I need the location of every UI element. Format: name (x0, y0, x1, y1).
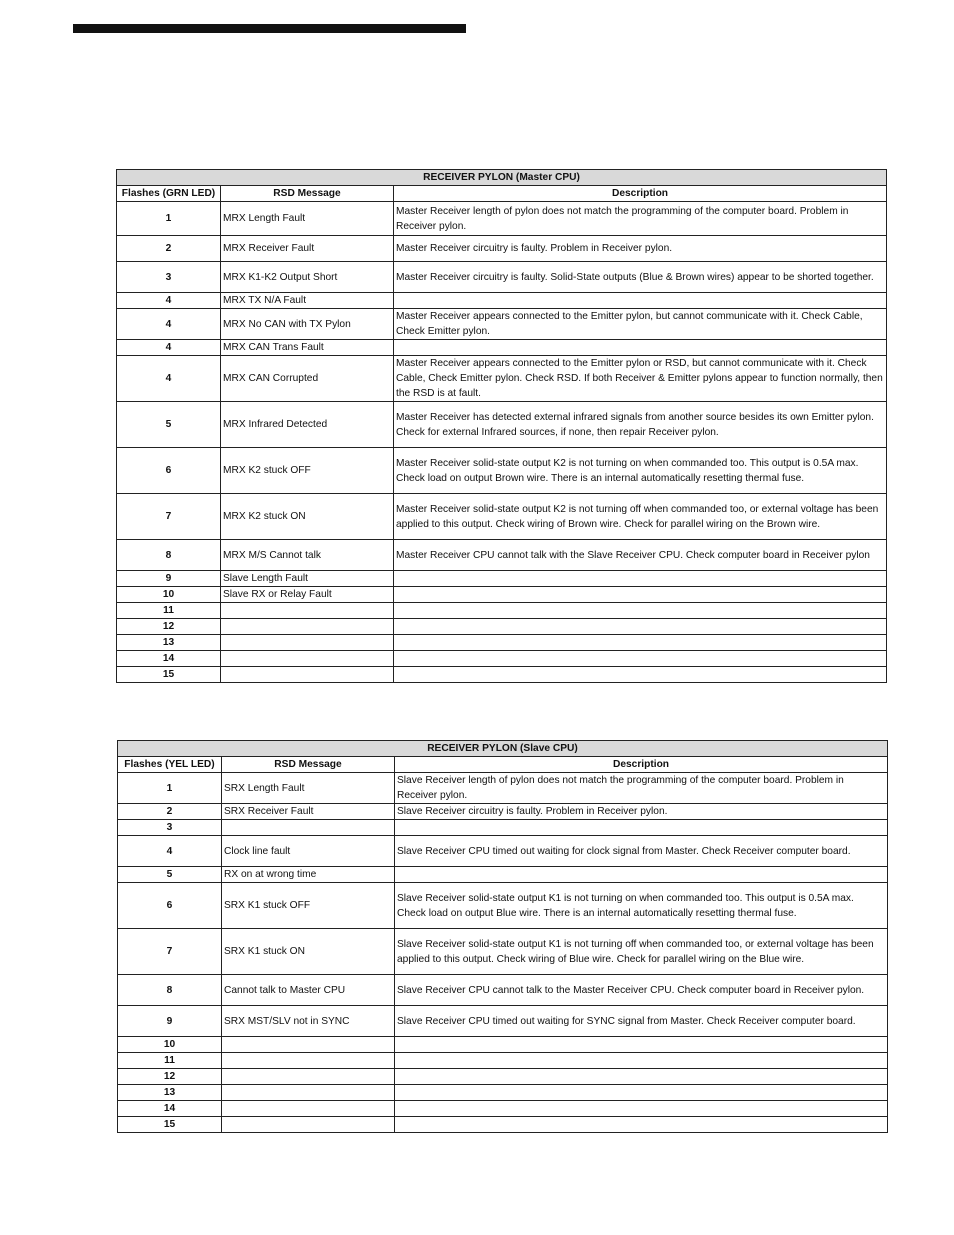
table-row (117, 402, 887, 448)
description-cell (394, 603, 887, 619)
table-row (118, 1053, 888, 1069)
rsd-message-cell: MRX Receiver Fault (221, 236, 394, 262)
description-cell (395, 820, 888, 836)
flashes-cell: 4 (117, 309, 221, 340)
rsd-message-cell: SRX Length Fault (222, 773, 395, 804)
flashes-cell: 5 (118, 867, 222, 883)
flashes-cell: 3 (118, 820, 222, 836)
flashes-cell: 11 (117, 603, 221, 619)
rsd-message-cell (222, 1117, 395, 1133)
description-cell (394, 340, 887, 356)
description-cell: Master Receiver solid-state output K2 is not turning off when commanded too, or external voltage has been applied to this output. Check wiring of Brown wire. Check for parallel wiring on the Brown wire. (394, 494, 887, 540)
table-row (118, 1069, 888, 1085)
flashes-cell: 15 (118, 1117, 222, 1133)
description-cell: Master Receiver circuitry is faulty. Problem in Receiver pylon. (394, 236, 887, 262)
rsd-message-cell: Clock line fault (222, 836, 395, 867)
table-row (117, 494, 887, 540)
rsd-message-cell: RX on at wrong time (222, 867, 395, 883)
rsd-message-cell: MRX K2 stuck ON (221, 494, 394, 540)
rsd-message-cell: MRX K2 stuck OFF (221, 448, 394, 494)
description-cell: Slave Receiver length of pylon does not match the programming of the computer board. Problem in Receiver pylon. (395, 773, 888, 804)
description-cell (394, 293, 887, 309)
table-title: RECEIVER PYLON (Master CPU) (117, 170, 887, 186)
rsd-message-cell: MRX No CAN with TX Pylon (221, 309, 394, 340)
flashes-cell: 14 (118, 1101, 222, 1117)
description-cell (394, 619, 887, 635)
rsd-message-cell: SRX MST/SLV not in SYNC (222, 1006, 395, 1037)
flashes-cell: 4 (117, 293, 221, 309)
description-cell (395, 1069, 888, 1085)
description-cell: Slave Receiver solid-state output K1 is not turning on when commanded too. This output is 0.5A max. Check load on output Blue wire. There is an internal automatically resetting thermal fuse. (395, 883, 888, 929)
table-row (118, 975, 888, 1006)
column-header-flashes: Flashes (YEL LED) (118, 757, 222, 773)
column-header-rsd-message: RSD Message (222, 757, 395, 773)
flashes-cell: 12 (118, 1069, 222, 1085)
flashes-cell: 3 (117, 262, 221, 293)
flashes-cell: 6 (117, 448, 221, 494)
column-header-rsd-message: RSD Message (221, 186, 394, 202)
rsd-message-cell (221, 635, 394, 651)
column-header-description: Description (395, 757, 888, 773)
flashes-cell: 8 (117, 540, 221, 571)
table-row (117, 651, 887, 667)
table-row (118, 804, 888, 820)
flashes-cell: 15 (117, 667, 221, 683)
flashes-cell: 6 (118, 883, 222, 929)
rsd-message-cell (221, 667, 394, 683)
description-cell (394, 571, 887, 587)
flashes-cell: 1 (118, 773, 222, 804)
table-row (117, 236, 887, 262)
flashes-cell: 12 (117, 619, 221, 635)
table-row (117, 293, 887, 309)
rsd-message-cell: Slave RX or Relay Fault (221, 587, 394, 603)
rsd-message-cell: MRX M/S Cannot talk (221, 540, 394, 571)
description-cell: Master Receiver solid-state output K2 is not turning on when commanded too. This output is 0.5A max. Check load on output Brown wire. There is an internal automatically resetting thermal fuse. (394, 448, 887, 494)
table-row (118, 929, 888, 975)
description-cell (395, 1037, 888, 1053)
rsd-message-cell (222, 820, 395, 836)
rsd-message-cell: MRX K1-K2 Output Short (221, 262, 394, 293)
table-row (117, 202, 887, 236)
rsd-message-cell (221, 619, 394, 635)
table-row (117, 340, 887, 356)
table-row (118, 1006, 888, 1037)
rsd-message-cell (221, 651, 394, 667)
rsd-message-cell (222, 1037, 395, 1053)
table-row (117, 448, 887, 494)
description-cell (394, 635, 887, 651)
rsd-message-cell: MRX TX N/A Fault (221, 293, 394, 309)
table-row (117, 587, 887, 603)
table-row (117, 571, 887, 587)
rsd-message-cell: MRX Infrared Detected (221, 402, 394, 448)
master-cpu-table (116, 169, 887, 683)
rsd-message-cell: SRX K1 stuck OFF (222, 883, 395, 929)
flashes-cell: 13 (118, 1085, 222, 1101)
description-cell (395, 1101, 888, 1117)
description-cell: Master Receiver has detected external infrared signals from another source besides its own Emitter pylon. Check for external Infrared sources, if none, then repair Receiver pylon. (394, 402, 887, 448)
flashes-cell: 5 (117, 402, 221, 448)
description-cell (394, 651, 887, 667)
table-row (118, 836, 888, 867)
table-title: RECEIVER PYLON (Slave CPU) (118, 741, 888, 757)
description-cell (395, 1053, 888, 1069)
rsd-message-cell: MRX CAN Corrupted (221, 356, 394, 402)
rsd-message-cell (222, 1085, 395, 1101)
table-row (118, 1101, 888, 1117)
flashes-cell: 11 (118, 1053, 222, 1069)
table-row (117, 309, 887, 340)
description-cell: Slave Receiver solid-state output K1 is not turning off when commanded too, or external voltage has been applied to this output. Check wiring of Blue wire. Check for parallel wiring on the Blue wire. (395, 929, 888, 975)
flashes-cell: 8 (118, 975, 222, 1006)
flashes-cell: 1 (117, 202, 221, 236)
rsd-message-cell: MRX Length Fault (221, 202, 394, 236)
rsd-message-cell: SRX K1 stuck ON (222, 929, 395, 975)
rsd-message-cell: SRX Receiver Fault (222, 804, 395, 820)
flashes-cell: 4 (117, 356, 221, 402)
flashes-cell: 7 (117, 494, 221, 540)
rsd-message-cell (221, 603, 394, 619)
description-cell: Master Receiver appears connected to the Emitter pylon or RSD, but cannot communicate with it. Check Cable, Check Emitter pylon. Check RSD. If both Receiver & Emitter pylons appear to function normally, then the RSD is at fault. (394, 356, 887, 402)
table-row (118, 1117, 888, 1133)
table-row (118, 883, 888, 929)
description-cell (394, 587, 887, 603)
rsd-message-cell: Cannot talk to Master CPU (222, 975, 395, 1006)
slave-cpu-table (117, 740, 888, 1133)
description-cell: Slave Receiver CPU cannot talk to the Master Receiver CPU. Check computer board in Receiver pylon. (395, 975, 888, 1006)
description-cell (395, 1085, 888, 1101)
description-cell: Slave Receiver CPU timed out waiting for clock signal from Master. Check Receiver computer board. (395, 836, 888, 867)
description-cell: Master Receiver CPU cannot talk with the Slave Receiver CPU. Check computer board in Receiver pylon (394, 540, 887, 571)
description-cell: Master Receiver circuitry is faulty. Solid-State outputs (Blue & Brown wires) appear to be shorted together. (394, 262, 887, 293)
description-cell (395, 1117, 888, 1133)
flashes-cell: 10 (117, 587, 221, 603)
flashes-cell: 13 (117, 635, 221, 651)
table-row (118, 773, 888, 804)
table-row (117, 619, 887, 635)
table-row (118, 867, 888, 883)
flashes-cell: 2 (118, 804, 222, 820)
rsd-message-cell (222, 1053, 395, 1069)
rsd-message-cell (222, 1101, 395, 1117)
header-rule (73, 24, 466, 33)
description-cell: Slave Receiver CPU timed out waiting for SYNC signal from Master. Check Receiver computer board. (395, 1006, 888, 1037)
description-cell: Master Receiver appears connected to the Emitter pylon, but cannot communicate with it. Check Cable, Check Emitter pylon. (394, 309, 887, 340)
flashes-cell: 2 (117, 236, 221, 262)
rsd-message-cell: Slave Length Fault (221, 571, 394, 587)
column-header-description: Description (394, 186, 887, 202)
table-row (117, 262, 887, 293)
rsd-message-cell: MRX CAN Trans Fault (221, 340, 394, 356)
flashes-cell: 7 (118, 929, 222, 975)
flashes-cell: 9 (118, 1006, 222, 1037)
description-cell (394, 667, 887, 683)
flashes-cell: 4 (117, 340, 221, 356)
flashes-cell: 14 (117, 651, 221, 667)
table-row (117, 356, 887, 402)
table-row (117, 635, 887, 651)
table-row (117, 667, 887, 683)
table-row (118, 1085, 888, 1101)
description-cell: Master Receiver length of pylon does not match the programming of the computer board. Problem in Receiver pylon. (394, 202, 887, 236)
description-cell: Slave Receiver circuitry is faulty. Problem in Receiver pylon. (395, 804, 888, 820)
column-header-flashes: Flashes (GRN LED) (117, 186, 221, 202)
rsd-message-cell (222, 1069, 395, 1085)
table-row (117, 540, 887, 571)
flashes-cell: 4 (118, 836, 222, 867)
flashes-cell: 9 (117, 571, 221, 587)
table-row (118, 1037, 888, 1053)
table-row (117, 603, 887, 619)
flashes-cell: 10 (118, 1037, 222, 1053)
description-cell (395, 867, 888, 883)
table-row (118, 820, 888, 836)
